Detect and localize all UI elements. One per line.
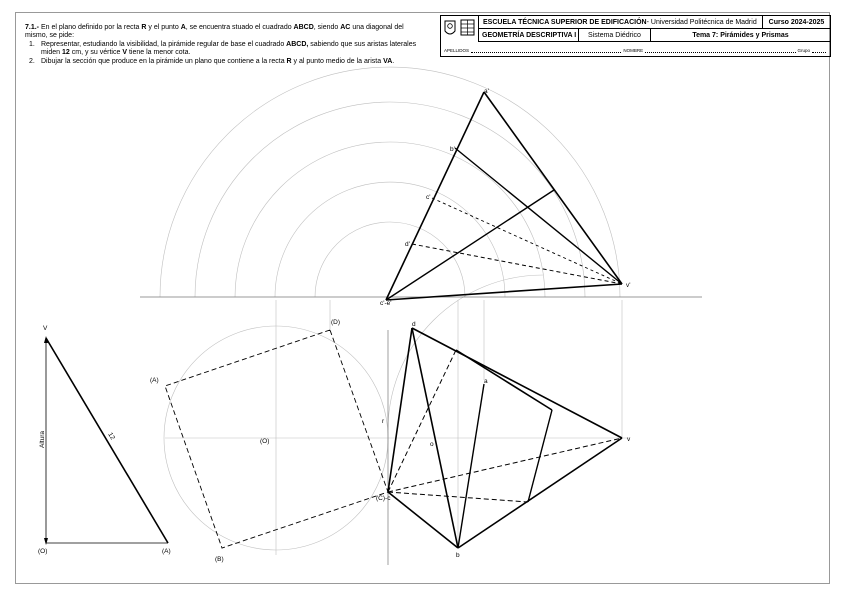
label-v-prime: v' [626, 282, 631, 289]
name-label: NOMBRE [623, 47, 644, 53]
edge-plan [412, 328, 622, 438]
item-number: 1. [29, 40, 35, 48]
item-text: y al punto medio de la arista [291, 57, 384, 65]
edge-vc-elevation [386, 284, 622, 300]
construction-arc [195, 102, 585, 297]
item-text: cm, y su vértice [69, 49, 123, 57]
label-c-rabatted: (C)-c [376, 495, 391, 502]
label-o-rabatted: (O) [260, 438, 270, 445]
item-bold: R [286, 57, 292, 65]
item-text: tiene la menor cota. [127, 49, 191, 57]
intro-text-5: una diagonal del mismo, se pide: [25, 24, 404, 40]
school-name: ESCUELA TÉCNICA SUPERIOR DE EDIFICACIÓN [483, 18, 647, 26]
label-o-plan: o [430, 441, 434, 448]
label-r-plan: r [382, 418, 385, 425]
intro-text-1: En el plano definido por la recta [40, 24, 142, 31]
label-edge-length: 12 [106, 431, 117, 442]
true-length-edge [46, 338, 168, 543]
problem-number: 7.1.- [25, 24, 40, 31]
label-a-triangle: (A) [162, 548, 171, 555]
construction-arc [235, 142, 545, 297]
edge-vd-elevation [412, 244, 622, 284]
arrow-bottom [44, 538, 48, 545]
square-abcd-rabatted [165, 330, 388, 548]
system-name: Sistema Diédrico [588, 31, 641, 39]
item-text: . [392, 57, 395, 65]
intro-bold-ac: AC [340, 24, 351, 31]
subject-name: GEOMETRÍA DESCRIPTIVA I [482, 31, 577, 39]
elevation-view [386, 92, 622, 300]
label-a-prime: a' [484, 88, 489, 95]
label-b-prime: b' [450, 146, 455, 153]
item-bold: VA [383, 57, 393, 65]
topic-name: Tema 7: Pirámides y Prismas [692, 31, 789, 39]
section-edge-plan [458, 384, 484, 548]
label-d-rabatted: (D) [331, 319, 341, 326]
intro-text-3: , se encuentra stuado el cuadrado [185, 24, 294, 31]
university-name: - Universidad Politécnica de Madrid [646, 18, 757, 26]
label-v-triangle: V [43, 325, 48, 332]
label-v-plan: v [627, 436, 631, 443]
item-number: 2. [29, 57, 35, 65]
intro-bold-a: A [180, 24, 186, 31]
item-bold: ABCD, [286, 40, 309, 48]
label-o-triangle: (O) [38, 548, 48, 555]
section-edge-plan [456, 350, 552, 410]
surname-label: APELLIDOS [444, 47, 470, 53]
item-bold: V [122, 49, 127, 57]
intro-bold-r: R [141, 24, 147, 31]
rabatment-view [165, 330, 388, 548]
label-c-prime: c' [426, 194, 431, 201]
item-bold: 12 [62, 49, 70, 57]
construction-lines [160, 67, 630, 555]
hidden-edge-plan [388, 438, 622, 492]
label-a-rabatted: (A) [150, 377, 159, 384]
edge-va-elevation [386, 92, 484, 300]
label-altura: Altura [39, 431, 46, 448]
item-text: sabiendo que sus aristas laterales miden [41, 40, 417, 57]
label-d-plan: d [412, 321, 416, 328]
label-d-prime: d' [405, 241, 410, 248]
item-text: Dibujar la sección que produce en la pirámide un plano que contiene a la recta [41, 57, 287, 65]
group-label: Grupo [797, 47, 811, 53]
intro-text-4: , siendo [313, 24, 341, 31]
true-length-triangle [44, 336, 168, 545]
construction-arc [275, 182, 505, 297]
item-text: Representar, estudiando la visibilidad, la pirámide regular de base el cuadrado [41, 40, 287, 48]
label-a-plan: a [484, 378, 488, 385]
course-year: Curso 2024-2025 [768, 18, 825, 26]
label-b-plan: b [456, 552, 460, 559]
label-ce-prime: c'-e' [380, 300, 392, 307]
label-b-rabatted: (B) [215, 556, 224, 563]
intro-text-2: y el punto [146, 24, 181, 31]
construction-arc [315, 222, 465, 297]
intro-bold-abcd: ABCD [293, 24, 314, 31]
